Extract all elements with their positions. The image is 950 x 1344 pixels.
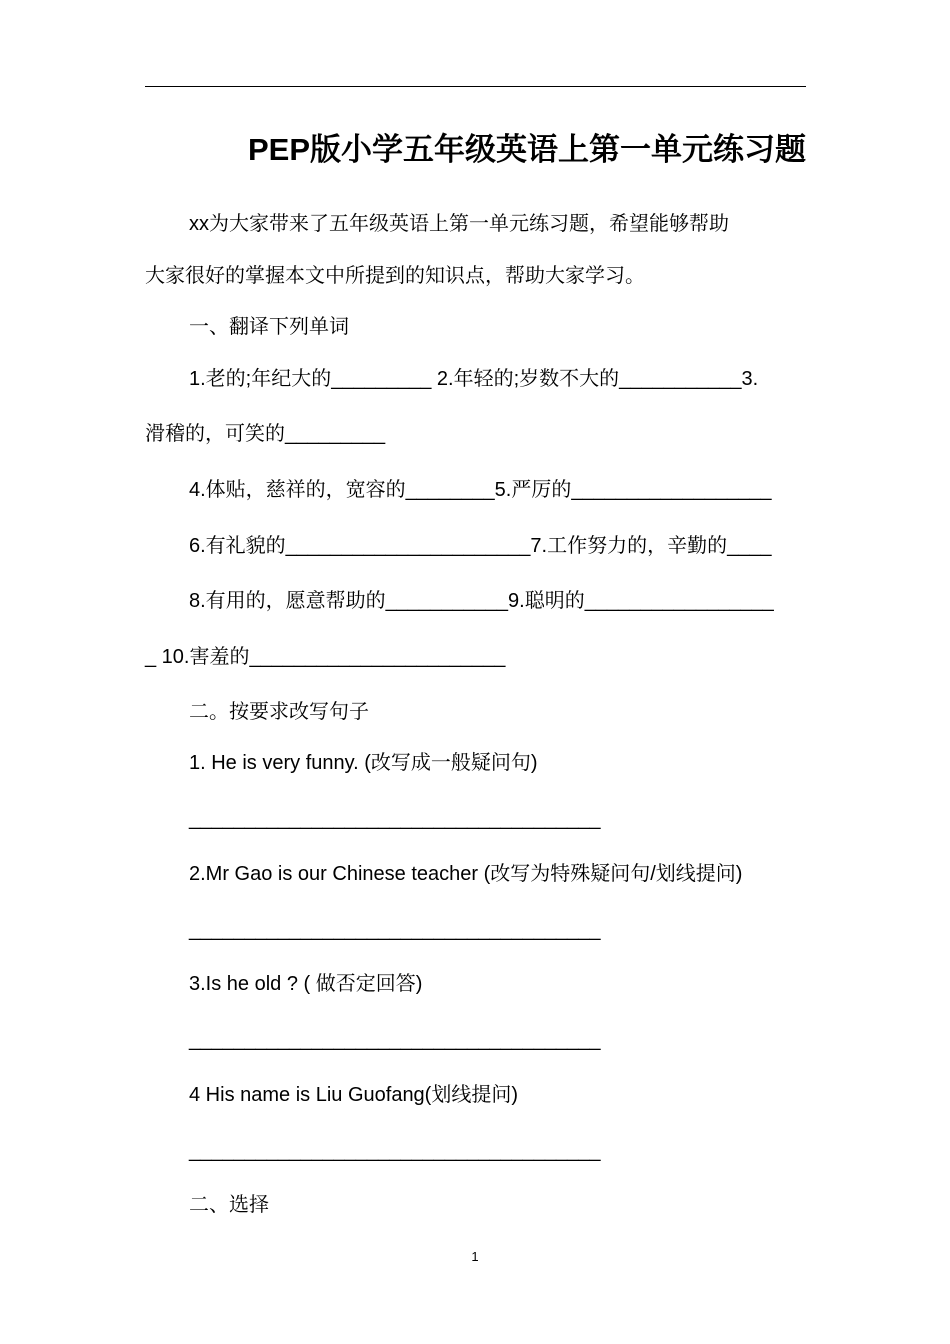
page-number: 1 bbox=[471, 1249, 479, 1264]
vocab-line-4: 6.有礼貌的______________________7.工作努力的，辛勤的____ bbox=[189, 535, 772, 557]
intro-line-1: xx为大家带来了五年级英语上第一单元练习题，希望能够帮助 bbox=[189, 213, 729, 235]
question-4: 4 His name is Liu Guofang(划线提问) bbox=[189, 1084, 519, 1106]
question-1: 1. He is very funny. (改写成一般疑问句) bbox=[189, 752, 538, 774]
vocab-line-6: _ 10.害羞的_______________________ bbox=[145, 646, 506, 668]
vocab-line-5: 8.有用的，愿意帮助的___________9.聪明的_________________ bbox=[189, 590, 774, 612]
page-title: PEP版小学五年级英语上第一单元练习题 bbox=[247, 132, 806, 167]
answer-blank-2: _____________________________________ bbox=[189, 919, 601, 941]
section-3-heading: 二、选择 bbox=[189, 1194, 269, 1216]
section-1-heading: 一、翻译下列单词 bbox=[189, 316, 349, 338]
answer-blank-4: _____________________________________ bbox=[189, 1140, 601, 1162]
vocab-line-2: 滑稽的，可笑的_________ bbox=[145, 423, 386, 445]
vocab-line-1: 1.老的;年纪大的_________ 2.年轻的;岁数不大的___________3. bbox=[189, 368, 759, 390]
vocab-line-3: 4.体贴，慈祥的，宽容的________5.严厉的__________________ bbox=[189, 479, 772, 501]
intro-line-2: 大家很好的掌握本文中所提到的知识点，帮助大家学习。 bbox=[145, 265, 645, 287]
question-2: 2.Mr Gao is our Chinese teacher (改写为特殊疑问句/划线提问) bbox=[189, 863, 743, 885]
section-2-heading: 二。按要求改写句子 bbox=[189, 701, 369, 723]
question-3: 3.Is he old ? ( 做否定回答) bbox=[189, 973, 423, 995]
header-rule bbox=[145, 86, 806, 87]
answer-blank-3: _____________________________________ bbox=[189, 1029, 601, 1051]
answer-blank-1: _____________________________________ bbox=[189, 808, 601, 830]
